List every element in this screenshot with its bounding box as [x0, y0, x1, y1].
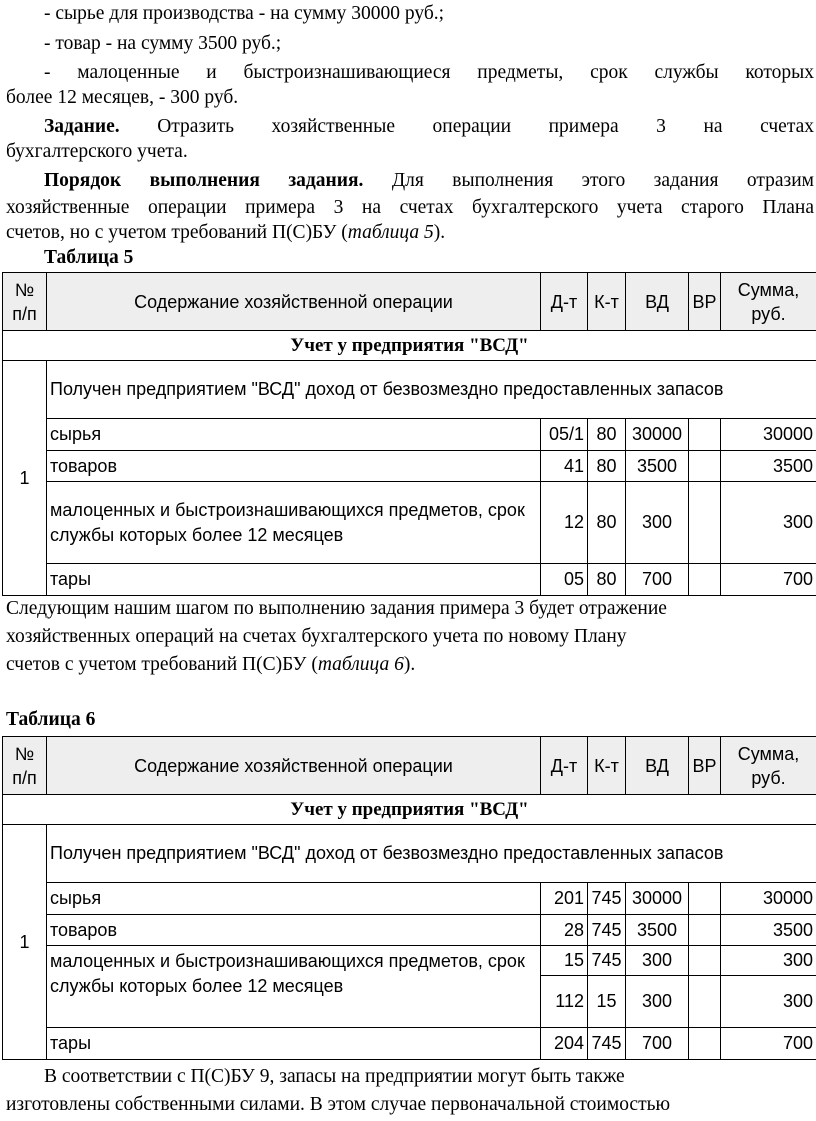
task-paragraph — [44, 113, 814, 141]
procedure-line3 — [6, 222, 445, 244]
table6-title: Таблица 6 — [6, 709, 96, 730]
table6-vd: 30000 — [626, 883, 689, 915]
table6-header-vr: ВР — [689, 737, 721, 795]
table6-reference: таблица 6 — [317, 654, 404, 675]
table5-kt: 80 — [588, 564, 626, 596]
between-line2: хозяйственных операций на счетах бухгалтерского учета по новому Плану — [6, 626, 627, 647]
table5-vr — [689, 482, 721, 564]
table5-sum: 300 — [721, 482, 816, 564]
table5-dt: 41 — [541, 451, 588, 482]
table6-row-intro — [3, 825, 816, 883]
table5-intro-text: Получен предприятием "ВСД" доход от безвозмездно предоставленных запасов — [47, 361, 816, 419]
procedure-label: Порядок выполнения задания. — [44, 170, 364, 191]
table5-vr — [689, 419, 721, 451]
table6-vd: 700 — [626, 1028, 689, 1060]
table6-kt: 15 — [588, 976, 626, 1028]
table6-sum: 3500 — [721, 915, 816, 946]
table6-vr — [689, 946, 721, 976]
task-text-cont: бухгалтерского учета. — [6, 141, 188, 162]
between-line1: Следующим нашим шагом по выполнению задания примера 3 будет отражение — [6, 598, 667, 619]
intro-line-raw-materials: - сырье для производства - на сумму 30000 руб.; — [44, 3, 445, 24]
procedure-text: Для выполнения этого задания отразим — [363, 170, 814, 191]
table6-dt: 204 — [541, 1028, 588, 1060]
between-line3-post: ). — [403, 654, 416, 675]
table6-vd: 3500 — [626, 915, 689, 946]
table6-header-row — [3, 737, 816, 795]
table-row — [3, 883, 816, 915]
table5-vd: 700 — [626, 564, 689, 596]
table6-vd: 300 — [626, 976, 689, 1028]
table6-kt: 745 — [588, 1028, 626, 1060]
table5-desc: сырья — [47, 419, 541, 451]
table6-group-row — [3, 795, 816, 825]
table6-header-dt: Д-т — [541, 737, 588, 795]
table-row — [3, 1028, 816, 1060]
procedure-paragraph — [44, 167, 814, 195]
table5-group-row — [3, 331, 816, 361]
table6-sum: 300 — [721, 976, 816, 1028]
table5-header-row — [3, 273, 816, 331]
table5-header-num: № п/п — [3, 273, 47, 331]
table-row — [3, 451, 816, 482]
table6-intro-text: Получен предприятием "ВСД" доход от безвозмездно предоставленных запасов — [47, 825, 816, 883]
task-text: Отразить хозяйственные операции примера 3 на счетах — [119, 116, 814, 137]
table5-title: Таблица 5 — [44, 247, 134, 268]
table6-kt: 745 — [588, 946, 626, 976]
table5-header-vd: ВД — [626, 273, 689, 331]
table5-desc: малоценных и быстроизнашивающихся предметов, срок службы которых более 12 месяцев — [47, 482, 541, 564]
table5-vd: 300 — [626, 482, 689, 564]
table5-desc: тары — [47, 564, 541, 596]
table5-sum: 700 — [721, 564, 816, 596]
table6-dt: 15 — [541, 946, 588, 976]
table6-header-content: Содержание хозяйственной операции — [47, 737, 541, 795]
table5-dt: 05/1 — [541, 419, 588, 451]
table5-sum: 30000 — [721, 419, 816, 451]
table6-header-vd: ВД — [626, 737, 689, 795]
table5-dt: 05 — [541, 564, 588, 596]
table6-group-title: Учет у предприятия "ВСД" — [3, 795, 816, 825]
table6-vd: 300 — [626, 946, 689, 976]
table6-dt: 28 — [541, 915, 588, 946]
table5-kt: 80 — [588, 482, 626, 564]
procedure-line3-pre: счетов, но с учетом требований П(С)БУ ( — [6, 222, 348, 243]
intro-line-goods: - товар - на сумму 3500 руб.; — [44, 33, 282, 54]
table6-header-kt: К-т — [588, 737, 626, 795]
table6 — [2, 736, 816, 1060]
table5-reference: таблица 5 — [347, 222, 434, 243]
task-label: Задание. — [44, 116, 120, 137]
table6-kt: 745 — [588, 915, 626, 946]
table-row — [3, 564, 816, 596]
table6-row-number: 1 — [3, 825, 47, 1060]
closing-line2: изготовлены собственными силами. В этом случае первоначальной стоимостью — [6, 1094, 671, 1115]
table6-header-sum: Сумма, руб. — [721, 737, 816, 795]
table6-vr — [689, 883, 721, 915]
table5-header-content: Содержание хозяйственной операции — [47, 273, 541, 331]
table6-sum: 700 — [721, 1028, 816, 1060]
table5-dt: 12 — [541, 482, 588, 564]
table6-dt: 112 — [541, 976, 588, 1028]
table5-header-vr: ВР — [689, 273, 721, 331]
table6-desc: сырья — [47, 883, 541, 915]
table-row — [3, 946, 816, 976]
table6-header-num: № п/п — [3, 737, 47, 795]
table5-vr — [689, 564, 721, 596]
table5-row-number: 1 — [3, 361, 47, 596]
intro-line-lowvalue: - малоценные и быстроизнашивающиеся предметы, срок службы которых — [44, 62, 814, 83]
table5-header-kt: К-т — [588, 273, 626, 331]
table5-row-intro — [3, 361, 816, 419]
table5-group-title: Учет у предприятия "ВСД" — [3, 331, 816, 361]
closing-line1: В соответствии с П(С)БУ 9, запасы на предприятии могут быть также — [44, 1066, 625, 1087]
procedure-line3-post: ). — [433, 222, 446, 243]
table5-header-sum: Сумма, руб. — [721, 273, 816, 331]
table6-vr — [689, 1028, 721, 1060]
table6-sum: 300 — [721, 946, 816, 976]
table6-split-desc: малоценных и быстроизнашивающихся предметов, срок службы которых более 12 месяцев — [47, 946, 541, 1028]
between-line3-pre: счетов с учетом требований П(С)БУ ( — [6, 654, 318, 675]
table5 — [2, 272, 816, 596]
table5-header-dt: Д-т — [541, 273, 588, 331]
table6-desc: тары — [47, 1028, 541, 1060]
between-line3 — [6, 654, 415, 676]
table6-dt: 201 — [541, 883, 588, 915]
table5-kt: 80 — [588, 419, 626, 451]
table5-kt: 80 — [588, 451, 626, 482]
table6-sum: 30000 — [721, 883, 816, 915]
table5-desc: товаров — [47, 451, 541, 482]
table6-desc: товаров — [47, 915, 541, 946]
table-row — [3, 482, 816, 564]
table6-kt: 745 — [588, 883, 626, 915]
table5-vd: 3500 — [626, 451, 689, 482]
procedure-line2: хозяйственные операции примера 3 на счетах бухгалтерского учета старого Плана — [6, 197, 814, 218]
table6-vr — [689, 915, 721, 946]
table-row — [3, 915, 816, 946]
table5-sum: 3500 — [721, 451, 816, 482]
table5-vd: 30000 — [626, 419, 689, 451]
intro-line-lowvalue-cont: более 12 месяцев, - 300 руб. — [6, 87, 239, 108]
table5-vr — [689, 451, 721, 482]
table6-vr — [689, 976, 721, 1028]
table-row — [3, 419, 816, 451]
